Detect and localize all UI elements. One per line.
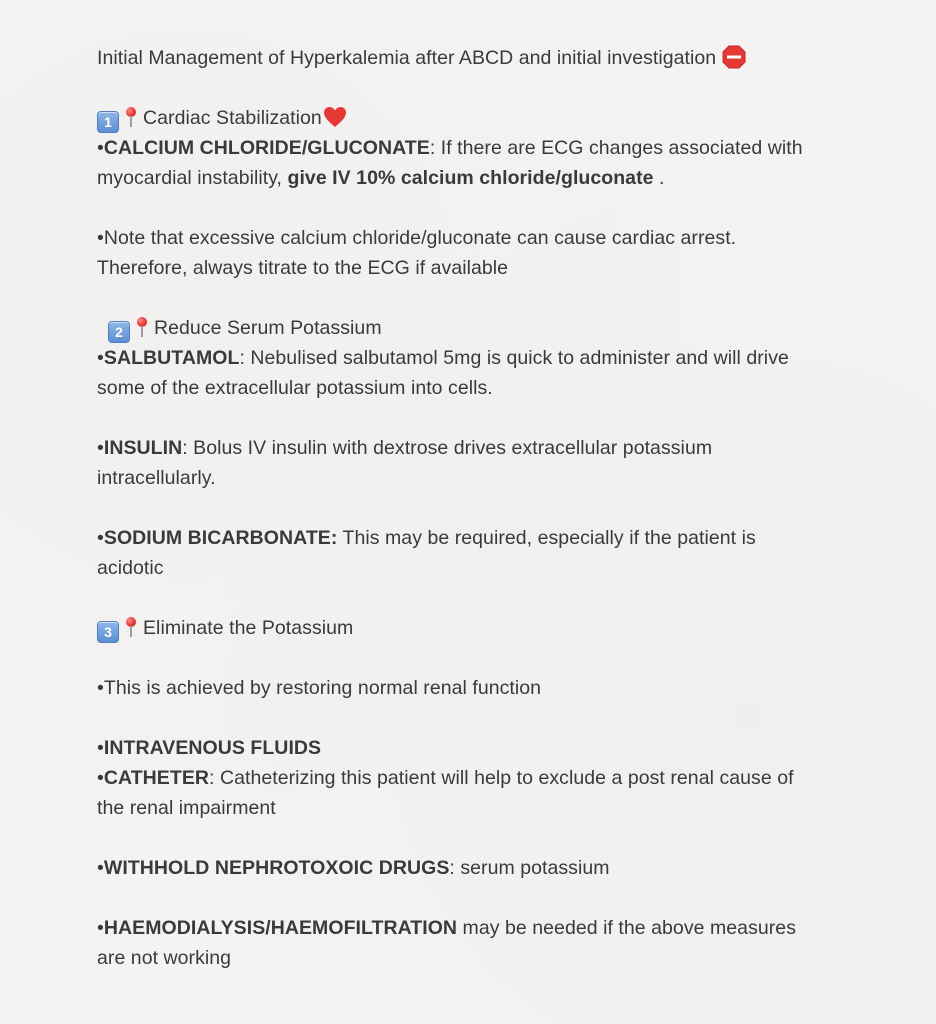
salbutamol-line-2: some of the extracellular potassium into cells.	[97, 377, 493, 399]
section-1-heading: 1 Cardiac Stabilization	[97, 103, 897, 133]
spacer	[97, 883, 897, 913]
withhold-line: •WITHHOLD NEPHROTOXOIC DRUGS: serum potassium	[97, 857, 610, 879]
section-3-heading: 3 Eliminate the Potassium	[97, 613, 897, 643]
insulin-line-1: •INSULIN: Bolus IV insulin with dextrose drives extracellular potassium	[97, 437, 713, 459]
bicarbonate-line-2: acidotic	[97, 557, 164, 579]
bicarbonate-line-1: •SODIUM BICARBONATE: This may be required, especially if the patient is	[97, 527, 756, 549]
pushpin-icon	[125, 616, 137, 638]
haemodialysis-line-2: are not working	[97, 947, 232, 969]
stop-sign-icon	[722, 45, 746, 69]
pushpin-icon	[125, 106, 137, 128]
spacer	[97, 703, 897, 733]
spacer	[97, 493, 897, 523]
spacer	[97, 823, 897, 853]
keycap-number-icon: 2	[108, 321, 130, 343]
catheter-line-1: •CATHETER: Catheterizing this patient will help to exclude a post renal cause of	[97, 767, 794, 789]
salbutamol-line-1: •SALBUTAMOL: Nebulised salbutamol 5mg is quick to administer and will drive	[97, 347, 789, 369]
spacer	[97, 643, 897, 673]
fluids-line: •INTRAVENOUS FLUIDS	[97, 737, 322, 759]
note-title: Initial Management of Hyperkalemia after ABCD and initial investigation	[97, 43, 897, 73]
calcium-item-line-2: myocardial instability, give IV 10% calcium chloride/gluconate .	[97, 167, 665, 189]
spacer	[97, 583, 897, 613]
eliminate-intro-line: •This is achieved by restoring normal renal function	[97, 677, 542, 699]
spacer	[97, 403, 897, 433]
insulin-line-2: intracellularly.	[97, 467, 216, 489]
pushpin-icon	[136, 316, 148, 338]
catheter-line-2: the renal impairment	[97, 797, 276, 819]
calcium-item-line-1: •CALCIUM CHLORIDE/GLUCONATE: If there are ECG changes associated with	[97, 137, 803, 159]
section-2-heading: 2 Reduce Serum Potassium	[97, 313, 897, 343]
keycap-number-icon: 3	[97, 621, 119, 643]
note-document	[97, 43, 897, 973]
red-heart-icon	[323, 106, 347, 128]
spacer	[97, 193, 897, 223]
calcium-note-line-1: •Note that excessive calcium chloride/gluconate can cause cardiac arrest.	[97, 227, 737, 249]
haemodialysis-line-1: •HAEMODIALYSIS/HAEMOFILTRATION may be needed if the above measures	[97, 917, 797, 939]
calcium-note-line-2: Therefore, always titrate to the ECG if available	[97, 257, 509, 279]
spacer	[97, 73, 897, 103]
spacer	[97, 283, 897, 313]
keycap-number-icon: 1	[97, 111, 119, 133]
